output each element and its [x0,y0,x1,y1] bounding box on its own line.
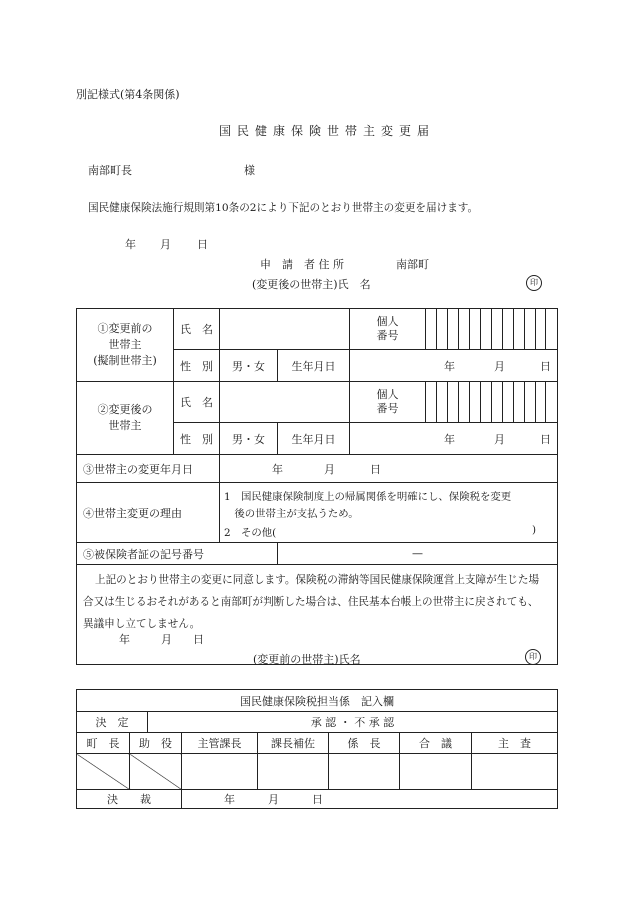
reason-option-2[interactable]: 2 その他( [224,527,277,539]
reason-option-2-close: ) [532,524,537,536]
applicant-address-label: 申 請 者 住 所 [260,258,344,271]
date-month: 月 [160,238,171,251]
sama: 様 [244,164,255,177]
before-householder-label: ①変更前の 世帯主 (擬制世帯主) [77,309,174,382]
before-kojin-label: 個人 番号 [350,309,426,350]
consent-text: 上記のとおり世帯主の変更に同意します。保険税の滞納等国民健康保険運営上支障が生じた場合又は生じるおそれがあると南部町が判断した場合は、住民基本台帳上の世帯主に戻されても、異議申し立てしません。 [83,574,540,630]
role-dept-head: 主管課長 [182,733,258,754]
seal-mark: 印 [526,275,542,291]
after-birth-field[interactable]: 年 月 日 [350,423,558,455]
change-date-label: ③世帯主の変更年月日 [77,455,220,483]
intro-text: 国民健康保険法施行規則第10条の2により下記のとおり世帯主の変更を届けます。 [88,202,479,214]
decision-label: 決 定 [77,712,148,733]
form-code: 別記様式(第4条関係) [76,88,180,101]
applicant-name-label: (変更後の世帯主)氏 名 [252,278,371,291]
applicant-address-value[interactable]: 南部町 [396,258,429,271]
reason-option-1[interactable]: 1 国民健康保険制度上の帰属関係を明確にし、保険税を変更 後の世帯主が支払うため。 [224,491,512,520]
role-section-chief: 係 長 [329,733,400,754]
after-birth-label: 生年月日 [278,423,350,455]
after-name-label: 氏 名 [174,382,220,423]
role-officer: 主 査 [472,733,558,754]
after-householder-label: ②変更後の 世帯主 [77,382,174,455]
consent-sign-label: (変更前の世帯主)氏名 [253,653,361,666]
reason-field[interactable] [220,483,558,543]
stamp-mayor [77,754,130,790]
stamp-deputy [130,754,182,790]
before-birth-field[interactable]: 年 月 日 [350,350,558,382]
change-date-field[interactable]: 年 月 日 [220,455,558,483]
decision-value[interactable]: 承 認 ・ 不 承 認 [148,712,558,733]
after-gender-label: 性 別 [174,423,220,455]
office-use-table [76,689,558,809]
addressee: 南部町長 [88,164,132,177]
role-assistant-chief: 課長補佐 [258,733,329,754]
before-gender-field[interactable]: 男・女 [220,350,278,382]
before-name-label: 氏 名 [174,309,220,350]
before-name-field[interactable] [220,309,350,350]
consent-year: 年 [119,633,130,646]
consent-month: 月 [161,633,172,646]
date-day: 日 [197,238,208,251]
main-form-table [76,308,558,665]
form-title: 国民健康保険世帯主変更届 [219,124,436,138]
after-name-field[interactable] [220,382,350,423]
consent-cell [77,565,558,665]
office-header: 国民健康保険税担当係 記入欄 [77,690,558,712]
stamp-dept-head[interactable] [182,754,258,790]
before-birth-label: 生年月日 [278,350,350,382]
consent-day: 日 [193,633,204,646]
after-kojin-label: 個人 番号 [350,382,426,423]
reason-label: ④世帯主変更の理由 [77,483,220,543]
after-gender-field[interactable]: 男・女 [220,423,278,455]
role-deputy: 助 役 [130,733,182,754]
final-approval-label: 決 裁 [77,790,182,809]
stamp-assistant-chief[interactable] [258,754,329,790]
stamp-consultation[interactable] [400,754,472,790]
insurance-label: ⑤被保険者証の記号番号 [77,543,278,565]
stamp-section-chief[interactable] [329,754,400,790]
role-mayor: 町 長 [77,733,130,754]
after-kojin-field[interactable] [426,382,558,423]
date-year: 年 [125,238,136,251]
stamp-officer[interactable] [472,754,558,790]
consent-seal-mark: 印 [525,649,541,665]
role-consultation: 合 議 [400,733,472,754]
final-approval-date[interactable]: 年 月 日 [182,790,558,809]
before-gender-label: 性 別 [174,350,220,382]
insurance-number-field[interactable]: — [278,543,558,565]
before-kojin-field[interactable] [426,309,558,350]
